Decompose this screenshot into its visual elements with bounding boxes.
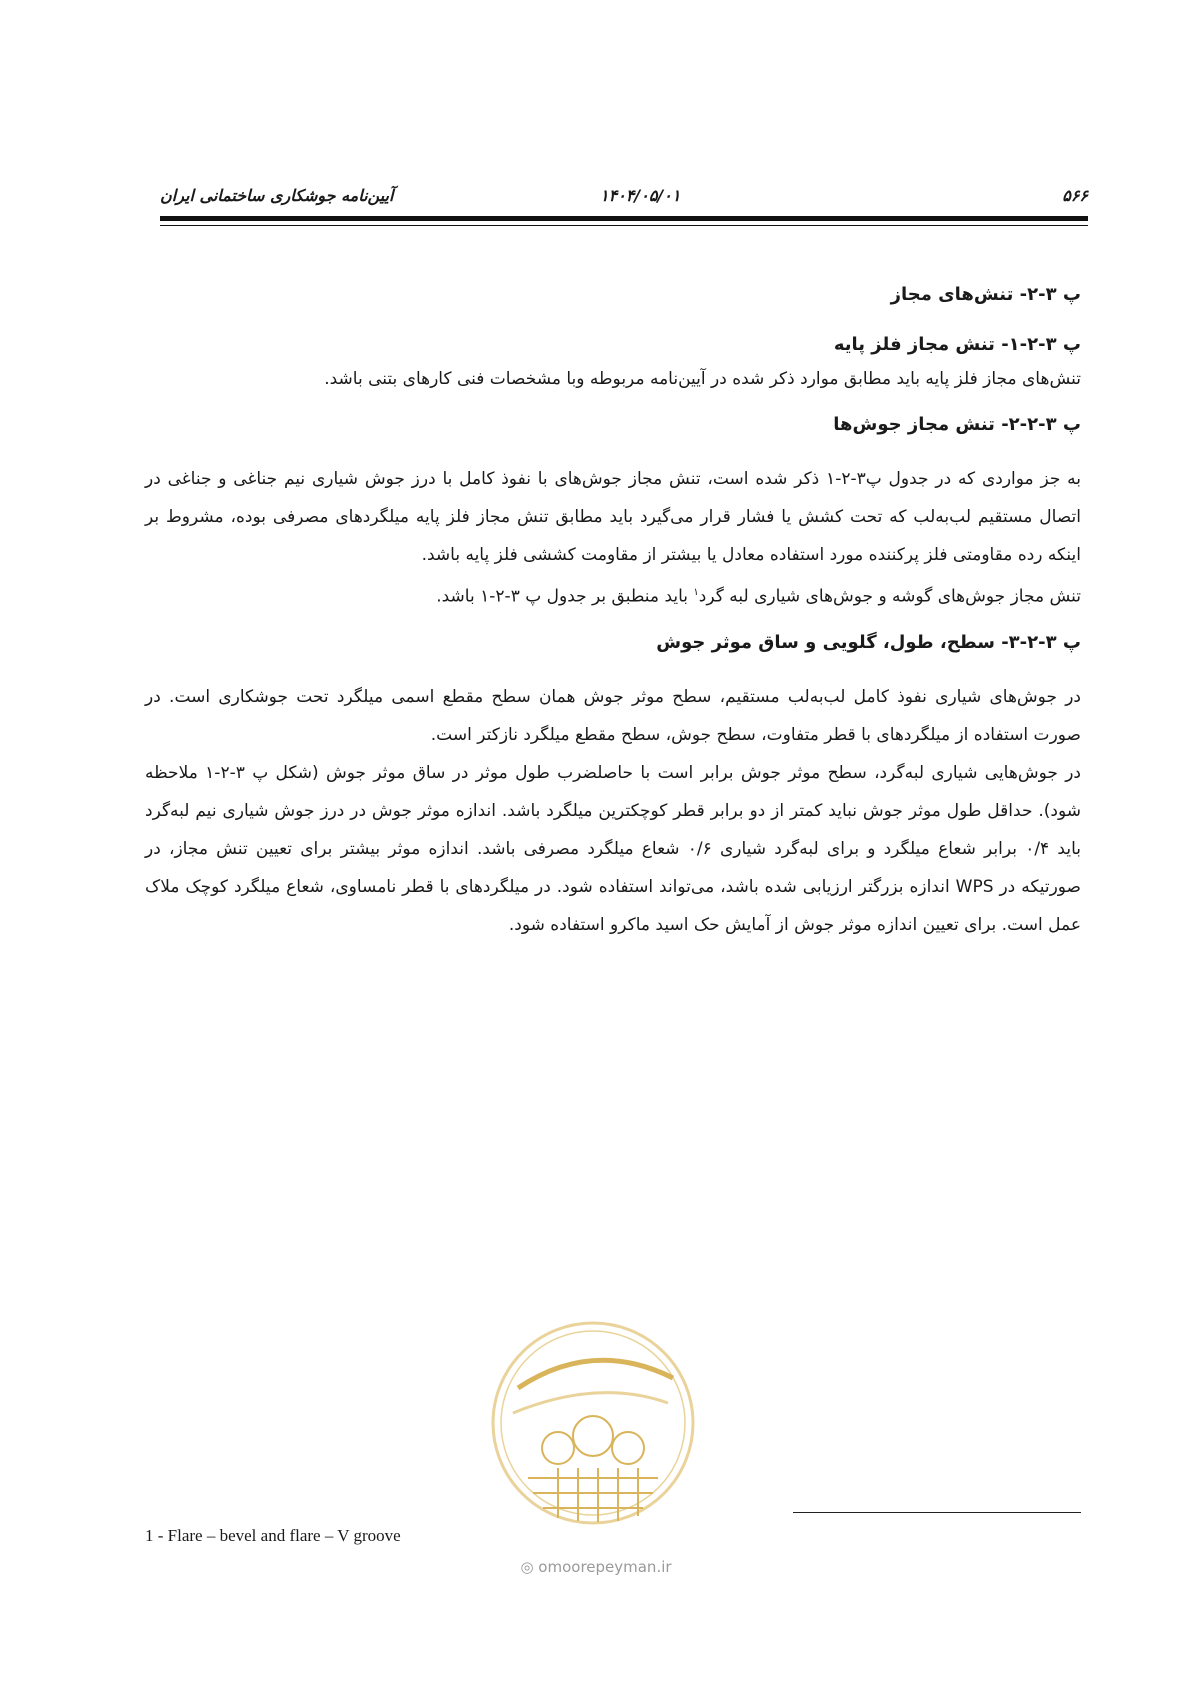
paragraph-base-metal: تنش‌های مجاز فلز پایه باید مطابق موارد ذکر شده در آیین‌نامه مربوطه وبا مشخصات فنی کارهای بتنی باشد.: [324, 369, 1081, 389]
section-heading-3-2: پ ۳-۲- تنش‌های مجاز: [890, 284, 1081, 305]
watermark-site-text: omoorepeyman.ir: [538, 1558, 672, 1576]
header-rule-thin: [160, 225, 1088, 226]
page-content: [145, 280, 1081, 944]
header-title: آیین‌نامه جوشکاری ساختمانی ایران: [160, 186, 394, 205]
page-number: ۵۶۶: [1062, 186, 1088, 205]
paragraph-fillet-stress: [145, 574, 1081, 616]
page-header: [160, 186, 1088, 214]
paragraph-weld-stress: به جز مواردی که در جدول پ۳-۲-۱ ذکر شده است، تنش مجاز جوش‌های با نفوذ کامل با درز جوش شیاری نیم جناغی و جناغی در اتصال مستقیم لب‌به‌لب که تحت کشش یا فشار قرار می‌گیرد باید مطابق تنش مجاز فلز پایه میلگردهای مصرفی بوده، مشروط بر اینکه رده مقاومتی فلز پرکننده مورد استفاده معادل یا بیشتر از مقاومت کششی فلز پایه باشد.: [145, 469, 1081, 565]
fillet-stress-text-b: باید منطبق بر جدول پ ۳-۲-۱ باشد.: [436, 586, 694, 607]
header-rule-thick: [160, 216, 1088, 221]
section-heading-3-2-3: پ ۳-۲-۳- سطح، طول، گلویی و ساق موثر جوش: [656, 631, 1081, 653]
watermark-seal-logo: [488, 1318, 698, 1528]
fillet-stress-text-a: تنش مجاز جوش‌های گوشه و جوش‌های شیاری لبه گرد: [698, 586, 1081, 607]
paragraph-effective-area: در جوش‌های شیاری نفوذ کامل لب‌به‌لب مستقیم، سطح موثر جوش همان سطح مقطع اسمی میلگرد تحت جوشکاری است. در صورت استفاده از میلگردهای با قطر متفاوت، سطح جوش، سطح مقطع میلگرد نازکتر است.: [145, 686, 1081, 745]
header-date: ۱۴۰۴/۰۵/۰۱: [600, 186, 681, 205]
footnote-rule: [793, 1512, 1081, 1513]
footnote: 1 - Flare – bevel and flare – V groove: [145, 1526, 401, 1545]
paragraph-flare-groove: در جوش‌هایی شیاری لبه‌گرد، سطح موثر جوش برابر است با حاصلضرب طول موثر در ساق موثر جوش (شکل پ ۳-۲-۱ ملاحظه شود). حداقل طول موثر جوش نباید کمتر از دو برابر قطر کوچکترین میلگرد باشد. اندازه موثر جوش در درز جوش شیاری نیم لبه‌گرد باید ۰/۴ برابر شعاع میلگرد و برای لبه‌گرد شیاری ۰/۶ شعاع میلگرد مصرفی باشد. اندازه موثر بیشتر برای تعیین تنش مجاز، در صورتیکه در WPS اندازه بزرگتر ارزیابی شده باشد، می‌تواند استفاده شود. در میلگردهای با قطر نامساوی، شعاع میلگرد کوچک ملاک عمل است. برای تعیین اندازه موثر جوش از آمایش حک اسید ماکرو استفاده شود.: [145, 762, 1081, 935]
footnote-marker: ۱: [693, 587, 699, 598]
section-heading-3-2-1: پ ۳-۲-۱- تنش مجاز فلز پایه: [833, 334, 1081, 355]
watermark-site: ◎ omoorepeyman.ir: [520, 1558, 672, 1576]
section-heading-3-2-2: پ ۳-۲-۲- تنش مجاز جوش‌ها: [833, 414, 1081, 435]
